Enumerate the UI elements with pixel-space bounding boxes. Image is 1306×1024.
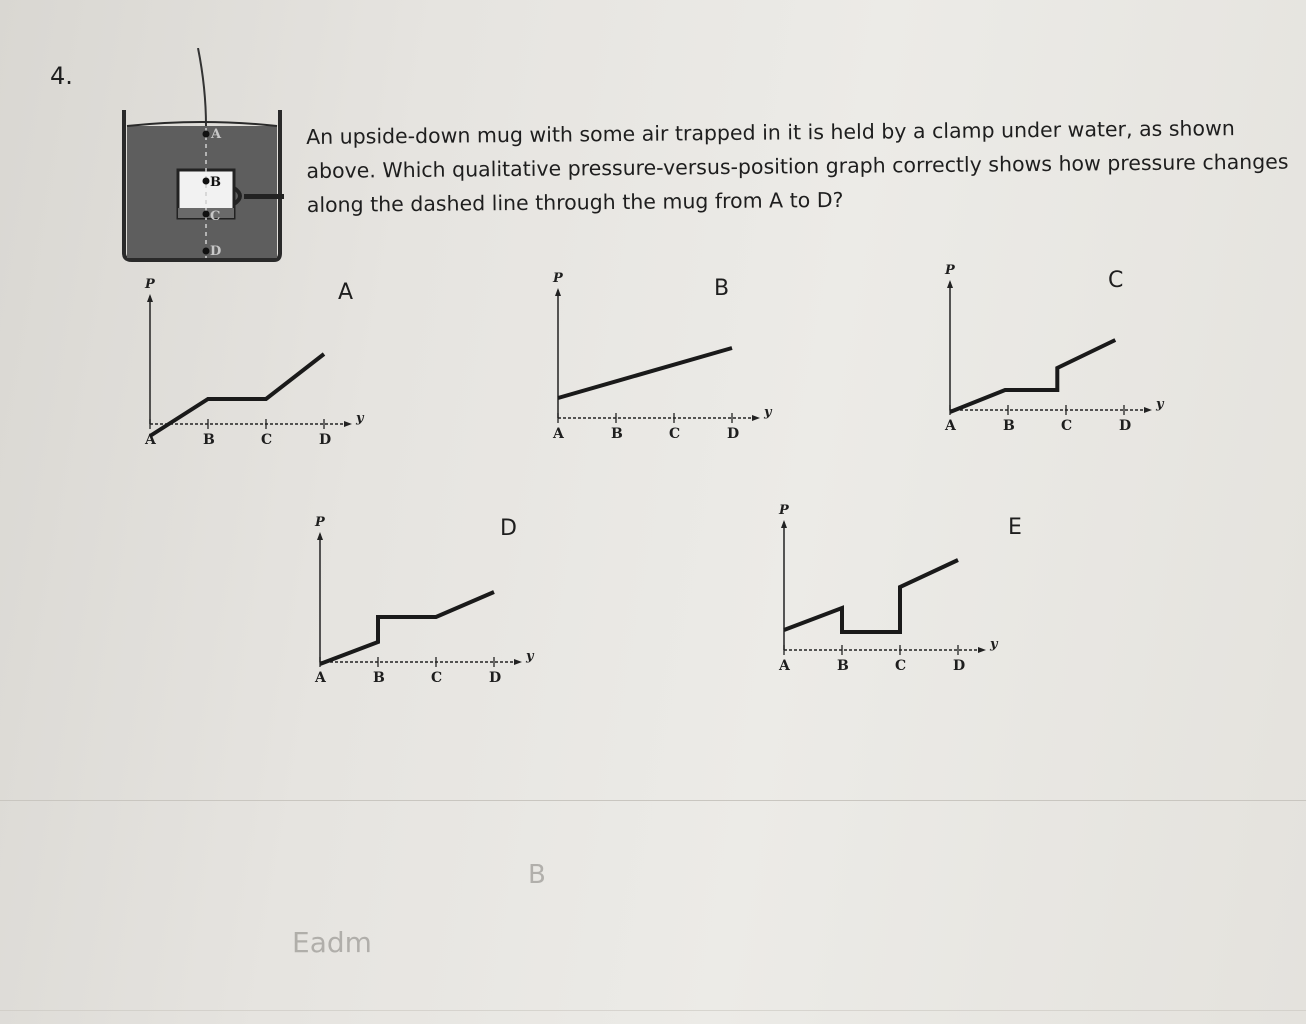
y-axis-arrow xyxy=(947,280,953,288)
y-axis-label: P xyxy=(553,271,563,286)
x-tick-label: A xyxy=(779,658,790,674)
x-axis-arrow xyxy=(514,659,522,665)
x-tick-label: B xyxy=(1003,418,1015,434)
x-tick-label: A xyxy=(945,418,956,434)
x-axis-label: y xyxy=(764,405,772,420)
graph-choice-c xyxy=(930,263,1164,438)
x-tick-label: B xyxy=(203,432,215,448)
graph-svg xyxy=(538,271,772,446)
pressure-curve xyxy=(558,348,732,398)
x-axis-label: y xyxy=(526,649,534,664)
choice-label-c: C xyxy=(1108,268,1124,293)
x-axis-arrow xyxy=(1144,407,1152,413)
x-axis-label: y xyxy=(990,637,998,652)
choice-label-d: D xyxy=(500,516,517,541)
x-tick-label: B xyxy=(373,670,385,686)
y-axis-arrow xyxy=(555,288,561,296)
x-tick-label: D xyxy=(727,426,740,442)
x-tick-label: C xyxy=(895,658,907,674)
choice-label-e: E xyxy=(1008,515,1022,540)
x-tick-label: A xyxy=(315,670,326,686)
graph-choice-d xyxy=(300,515,534,690)
x-tick-label: A xyxy=(553,426,564,442)
figure-point-b: B xyxy=(210,175,221,190)
pressure-curve xyxy=(320,592,494,664)
x-tick-label: D xyxy=(953,658,966,674)
x-tick-label: B xyxy=(837,658,849,674)
graph-choice-a xyxy=(130,277,364,452)
x-tick-label: D xyxy=(319,432,332,448)
x-tick-label: C xyxy=(431,670,443,686)
y-axis-label: P xyxy=(315,515,325,530)
y-axis-arrow xyxy=(781,520,787,528)
figure-point-c: C xyxy=(210,209,221,224)
question-number: 4. xyxy=(50,62,73,90)
pressure-curve xyxy=(950,340,1115,412)
ruled-line xyxy=(0,800,1306,801)
y-axis-arrow xyxy=(147,294,153,302)
graph-svg xyxy=(130,277,364,452)
beaker-figure xyxy=(118,48,288,268)
pressure-curve xyxy=(784,560,958,632)
x-tick-label: A xyxy=(145,432,156,448)
graph-svg xyxy=(930,263,1164,438)
handwritten-note: Eadm xyxy=(292,926,372,959)
graph-choice-b xyxy=(538,271,772,446)
x-tick-label: C xyxy=(1061,418,1073,434)
figure-point-a: A xyxy=(211,127,222,142)
x-tick-label: C xyxy=(669,426,681,442)
graph-svg xyxy=(764,503,998,678)
graph-svg xyxy=(300,515,534,690)
handwritten-note: B xyxy=(528,860,546,890)
graph-choice-e xyxy=(764,503,998,678)
x-tick-label: C xyxy=(261,432,273,448)
y-axis-arrow xyxy=(317,532,323,540)
x-axis-label: y xyxy=(356,411,364,426)
x-tick-label: B xyxy=(611,426,623,442)
figure-point-d: D xyxy=(210,244,222,259)
y-axis-label: P xyxy=(945,263,955,278)
y-axis-label: P xyxy=(779,503,789,518)
y-axis-label: P xyxy=(145,277,155,292)
x-tick-label: D xyxy=(1119,418,1132,434)
x-axis-arrow xyxy=(344,421,352,427)
x-axis-arrow xyxy=(752,415,760,421)
x-tick-label: D xyxy=(489,670,502,686)
question-text: An upside-down mug with some air trapped in it is held by a clamp under water, as shown above. Which qualitative pressure-versus-position graph correctly shows how pressure changes along the dashed line through the mug from A to D? xyxy=(306,116,1289,217)
ruled-line xyxy=(0,1010,1306,1011)
x-axis-label: y xyxy=(1156,397,1164,412)
choice-label-a: A xyxy=(338,280,354,305)
x-axis-arrow xyxy=(978,647,986,653)
choice-label-b: B xyxy=(714,276,730,301)
